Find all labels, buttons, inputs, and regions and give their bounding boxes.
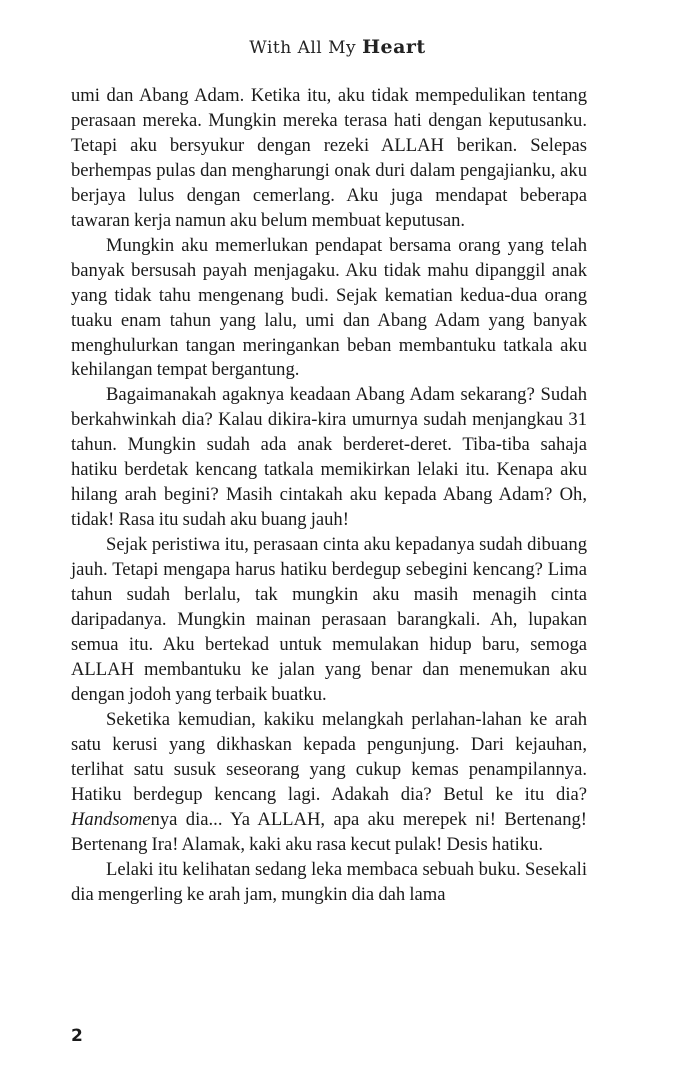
paragraph-5-text-before: Seketika kemudian, kakiku melangkah perlahan-lahan ke arah satu kerusi yang dikhaskan kepada pengunjung. Dari kejauhan, terlihat satu susuk seseorang yang cukup kemas penampilannya. Hatiku berdegup kencang lagi. Adakah dia? Betul ke itu dia?: [71, 708, 587, 805]
running-header: [0, 36, 675, 58]
header-title-emphasis: Heart: [362, 36, 426, 58]
paragraph-5: [71, 708, 587, 858]
header-title-part: With All My: [249, 38, 363, 58]
paragraph-1: umi dan Abang Adam. Ketika itu, aku tidak mempedulikan tentang perasaan mereka. Mungkin mereka terasa hati dengan keputusanku. Tetapi aku bersyukur dengan rezeki ALLAH berikan. Selepas berhempas pulas dan mengharungi onak duri dalam pengajianku, aku berjaya lulus dengan cemerlang. Aku juga mendapat beberapa tawaran kerja namun aku belum membuat keputusan.: [71, 85, 587, 231]
paragraph-6: Lelaki itu kelihatan sedang leka membaca sebuah buku. Sesekali dia mengerling ke arah jam, mungkin dia dah lama: [71, 858, 587, 905]
paragraph-5-italic-word: Handsome: [71, 808, 151, 830]
paragraph-3: Bagaimanakah agaknya keadaan Abang Adam sekarang? Sudah berkahwinkah dia? Kalau dikira-kira umurnya sudah menjangkau 31 tahun. Mungkin sudah ada anak berderet-deret. Tiba-tiba sahaja hatiku berdetak kencang tatkala memikirkan lelaki itu. Kenapa aku hilang arah begini? Masih cintakah aku kepada Abang Adam? Oh, tidak! Rasa itu sudah aku buang jauh!: [71, 384, 587, 531]
paragraph-5-text-after: nya dia... Ya ALLAH, apa aku merepek ni! Bertenang! Bertenang Ira! Alamak, kaki aku rasa kecut pulak! Desis hatiku.: [71, 808, 587, 855]
body-text: [71, 84, 587, 907]
paragraph-4: Sejak peristiwa itu, perasaan cinta aku kepadanya sudah dibuang jauh. Tetapi mengapa harus hatiku berdegup sebegini kencang? Lima tahun sudah berlalu, tak mungkin aku masih menagih cinta daripadanya. Mungkin mainan perasaan barangkali. Ah, lupakan semua itu. Aku bertekad untuk memulakan hidup baru, semoga ALLAH membantuku ke jalan yang benar dan menemukan aku dengan jodoh yang terbaik buatku.: [71, 534, 587, 705]
paragraph-2: Mungkin aku memerlukan pendapat bersama orang yang telah banyak bersusah payah menjagaku. Aku tidak mahu dipanggil anak yang tidak tahu mengenang budi. Sejak kematian kedua-dua orang tuaku enam tahun yang lalu, umi dan Abang Adam yang banyak menghulurkan tangan meringankan beban membantuku tatkala aku kehilangan tempat bergantung.: [71, 234, 587, 381]
page-number: 2: [71, 1026, 83, 1046]
